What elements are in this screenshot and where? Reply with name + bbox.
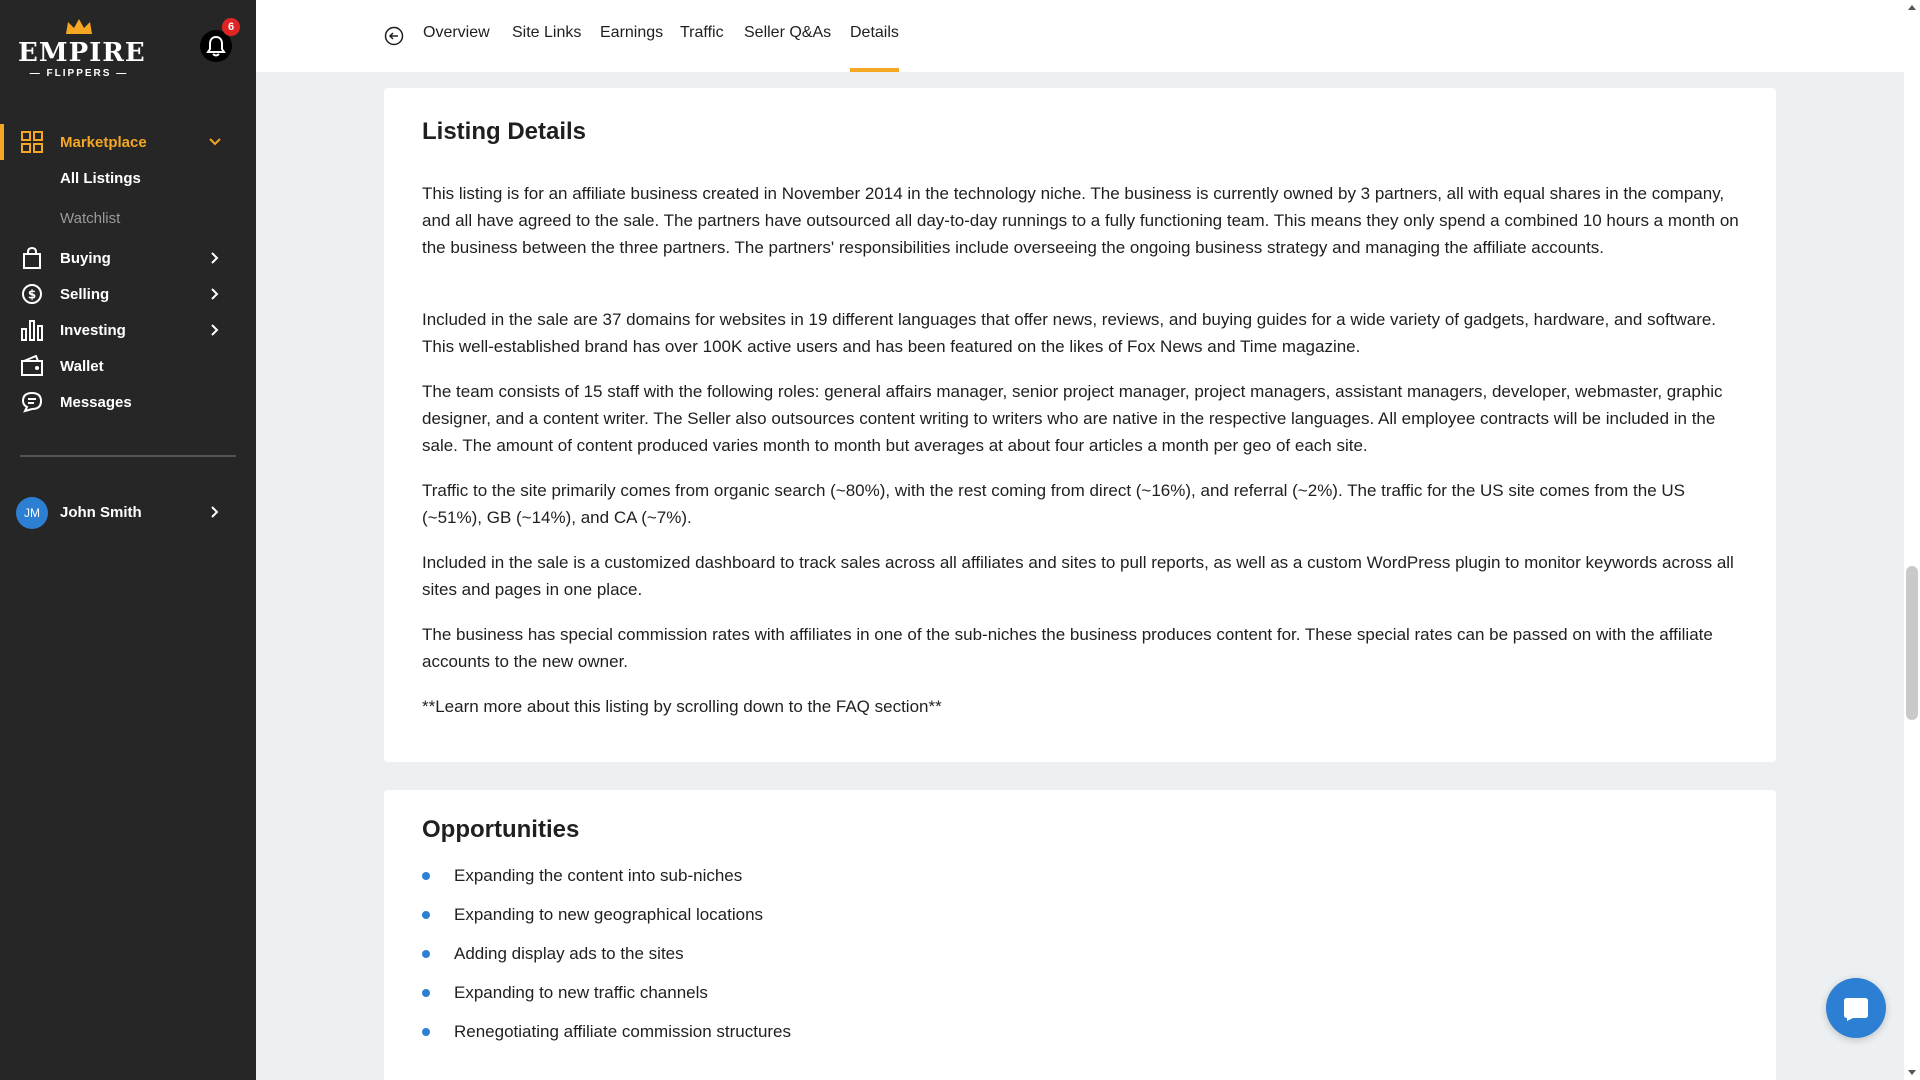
tab-earnings[interactable]: Earnings [600, 24, 664, 41]
sidebar-item-label: Marketplace [60, 133, 147, 151]
sidebar-item-wallet[interactable] [0, 348, 256, 384]
chevron-right-icon [208, 287, 222, 301]
list-item [422, 1022, 791, 1042]
opportunity-text: Expanding to new geographical locations [454, 905, 764, 924]
listing-details-title: Listing Details [422, 118, 587, 145]
listing-paragraph: This listing is for an affiliate business created in November 2014 in the technology niche. The business is currently owned by 3 partners, all with equal shares in the company, and all have agreed to the sale. The partners have outsourced all day-to-day runnings to a fully functioning team. This means they only spend a combined 10 hours a month on the business between the three partners. The partners' responsibilities include overseeing the ongoing business strategy and managing the affiliate accounts. [422, 184, 1739, 257]
tab-traffic[interactable]: Traffic [680, 24, 724, 41]
list-item [422, 866, 742, 886]
listing-paragraph: Included in the sale are 37 domains for websites in 19 different languages that offer news, reviews, and buying guides for a wide variety of gadgets, hardware, and software. This well-established brand has over 100K active users and has been featured on the likes of Fox News and Time magazine. [422, 310, 1717, 356]
chevron-right-icon [208, 505, 222, 519]
tab-site-links[interactable]: Site Links [512, 24, 582, 41]
opportunity-text: Renegotiating affiliate commission structures [454, 1022, 792, 1041]
chevron-right-icon [208, 323, 222, 337]
listing-paragraph: **Learn more about this listing by scrolling down to the FAQ section** [422, 697, 942, 716]
sidebar-item-label: Investing [60, 321, 126, 339]
opportunity-text: Expanding the content into sub-niches [454, 866, 743, 885]
list-item [422, 905, 763, 925]
listing-paragraph: Traffic to the site primarily comes from organic search (~80%), with the rest coming from direct (~16%), and referral (~2%). The traffic for the US site comes from the US (~51%), GB (~14%), and CA (~7%). [422, 481, 1686, 527]
sidebar-item-buying[interactable] [0, 240, 256, 276]
wallet-icon [20, 354, 44, 378]
scroll-down-arrow-icon[interactable] [1906, 1068, 1918, 1078]
bullet-icon [422, 872, 430, 880]
chevron-right-icon [208, 251, 222, 265]
grid-icon [20, 130, 44, 154]
active-tab-indicator [850, 68, 899, 72]
listing-paragraph: The business has special commission rates with affiliates in one of the sub-niches the business produces content for. These special rates can be passed on with the affiliate accounts to the new owner. [422, 625, 1713, 671]
scroll-up-arrow-icon[interactable] [1906, 2, 1918, 12]
bag-icon [20, 246, 44, 270]
chat-button[interactable] [1826, 978, 1886, 1038]
empire-flippers-logo[interactable] [18, 18, 146, 84]
dollar-icon [20, 282, 44, 306]
listing-paragraph: The team consists of 15 staff with the following roles: general affairs manager, senior project manager, project managers, assistant managers, developer, webmaster, graphic designer, and a content writer. The Seller also outsources content writing to writers who are native in the respective languages. All employee contracts will be included in the sale. The amount of content produced varies month to month but averages at about four articles a month per geo of each site. [422, 382, 1723, 455]
sidebar-item-messages[interactable] [0, 384, 256, 420]
sidebar-item-label: Wallet [60, 357, 104, 375]
opportunity-text: Expanding to new traffic channels [454, 983, 708, 1002]
avatar[interactable]: JM [16, 497, 48, 529]
sidebar-item-selling[interactable] [0, 276, 256, 312]
tab-overview[interactable]: Overview [423, 24, 490, 41]
logo-wordmark: EMPIRE [18, 38, 146, 68]
sidebar [0, 0, 256, 1080]
list-item [422, 983, 708, 1003]
sidebar-subitem-all-listings[interactable]: All Listings [60, 170, 141, 187]
bullet-icon [422, 1028, 430, 1036]
logo-subtitle: — FLIPPERS — [29, 68, 129, 79]
crown-icon [64, 18, 94, 36]
bullet-icon [422, 911, 430, 919]
opportunities-title: Opportunities [422, 816, 580, 843]
list-item [422, 944, 684, 964]
listing-details-card [384, 88, 1776, 762]
listing-tabs-bar [256, 0, 1904, 72]
opportunity-text: Adding display ads to the sites [454, 944, 684, 963]
svg-text:$: $ [27, 287, 37, 302]
user-name: John Smith [60, 503, 142, 521]
tab-details[interactable]: Details [850, 24, 899, 41]
scrollbar-track[interactable] [1904, 0, 1920, 1080]
sidebar-item-marketplace[interactable] [0, 124, 256, 160]
chat-bubble-icon [1841, 993, 1871, 1023]
sidebar-item-user[interactable] [0, 494, 256, 530]
bullet-icon [422, 950, 430, 958]
back-arrow-icon[interactable] [384, 26, 404, 46]
tab-seller-qas[interactable]: Seller Q&As [744, 24, 832, 41]
chevron-down-icon [208, 135, 222, 149]
sidebar-divider [20, 455, 236, 457]
notification-count-badge: 6 [222, 18, 240, 36]
bar-chart-icon [20, 318, 44, 342]
bullet-icon [422, 989, 430, 997]
bell-icon [206, 35, 226, 57]
sidebar-subitem-watchlist[interactable]: Watchlist [60, 210, 121, 227]
sidebar-item-investing[interactable] [0, 312, 256, 348]
sidebar-item-label: Messages [60, 393, 132, 411]
listing-paragraph: Included in the sale is a customized dashboard to track sales across all affiliates and sites to pull reports, as well as a custom WordPress plugin to monitor keywords across all sites and pages in one place. [422, 553, 1734, 599]
opportunities-card [384, 790, 1776, 1080]
sidebar-item-label: Selling [60, 285, 110, 303]
message-icon [20, 390, 44, 414]
sidebar-item-label: Buying [60, 249, 111, 267]
scrollbar-thumb[interactable] [1906, 566, 1918, 720]
